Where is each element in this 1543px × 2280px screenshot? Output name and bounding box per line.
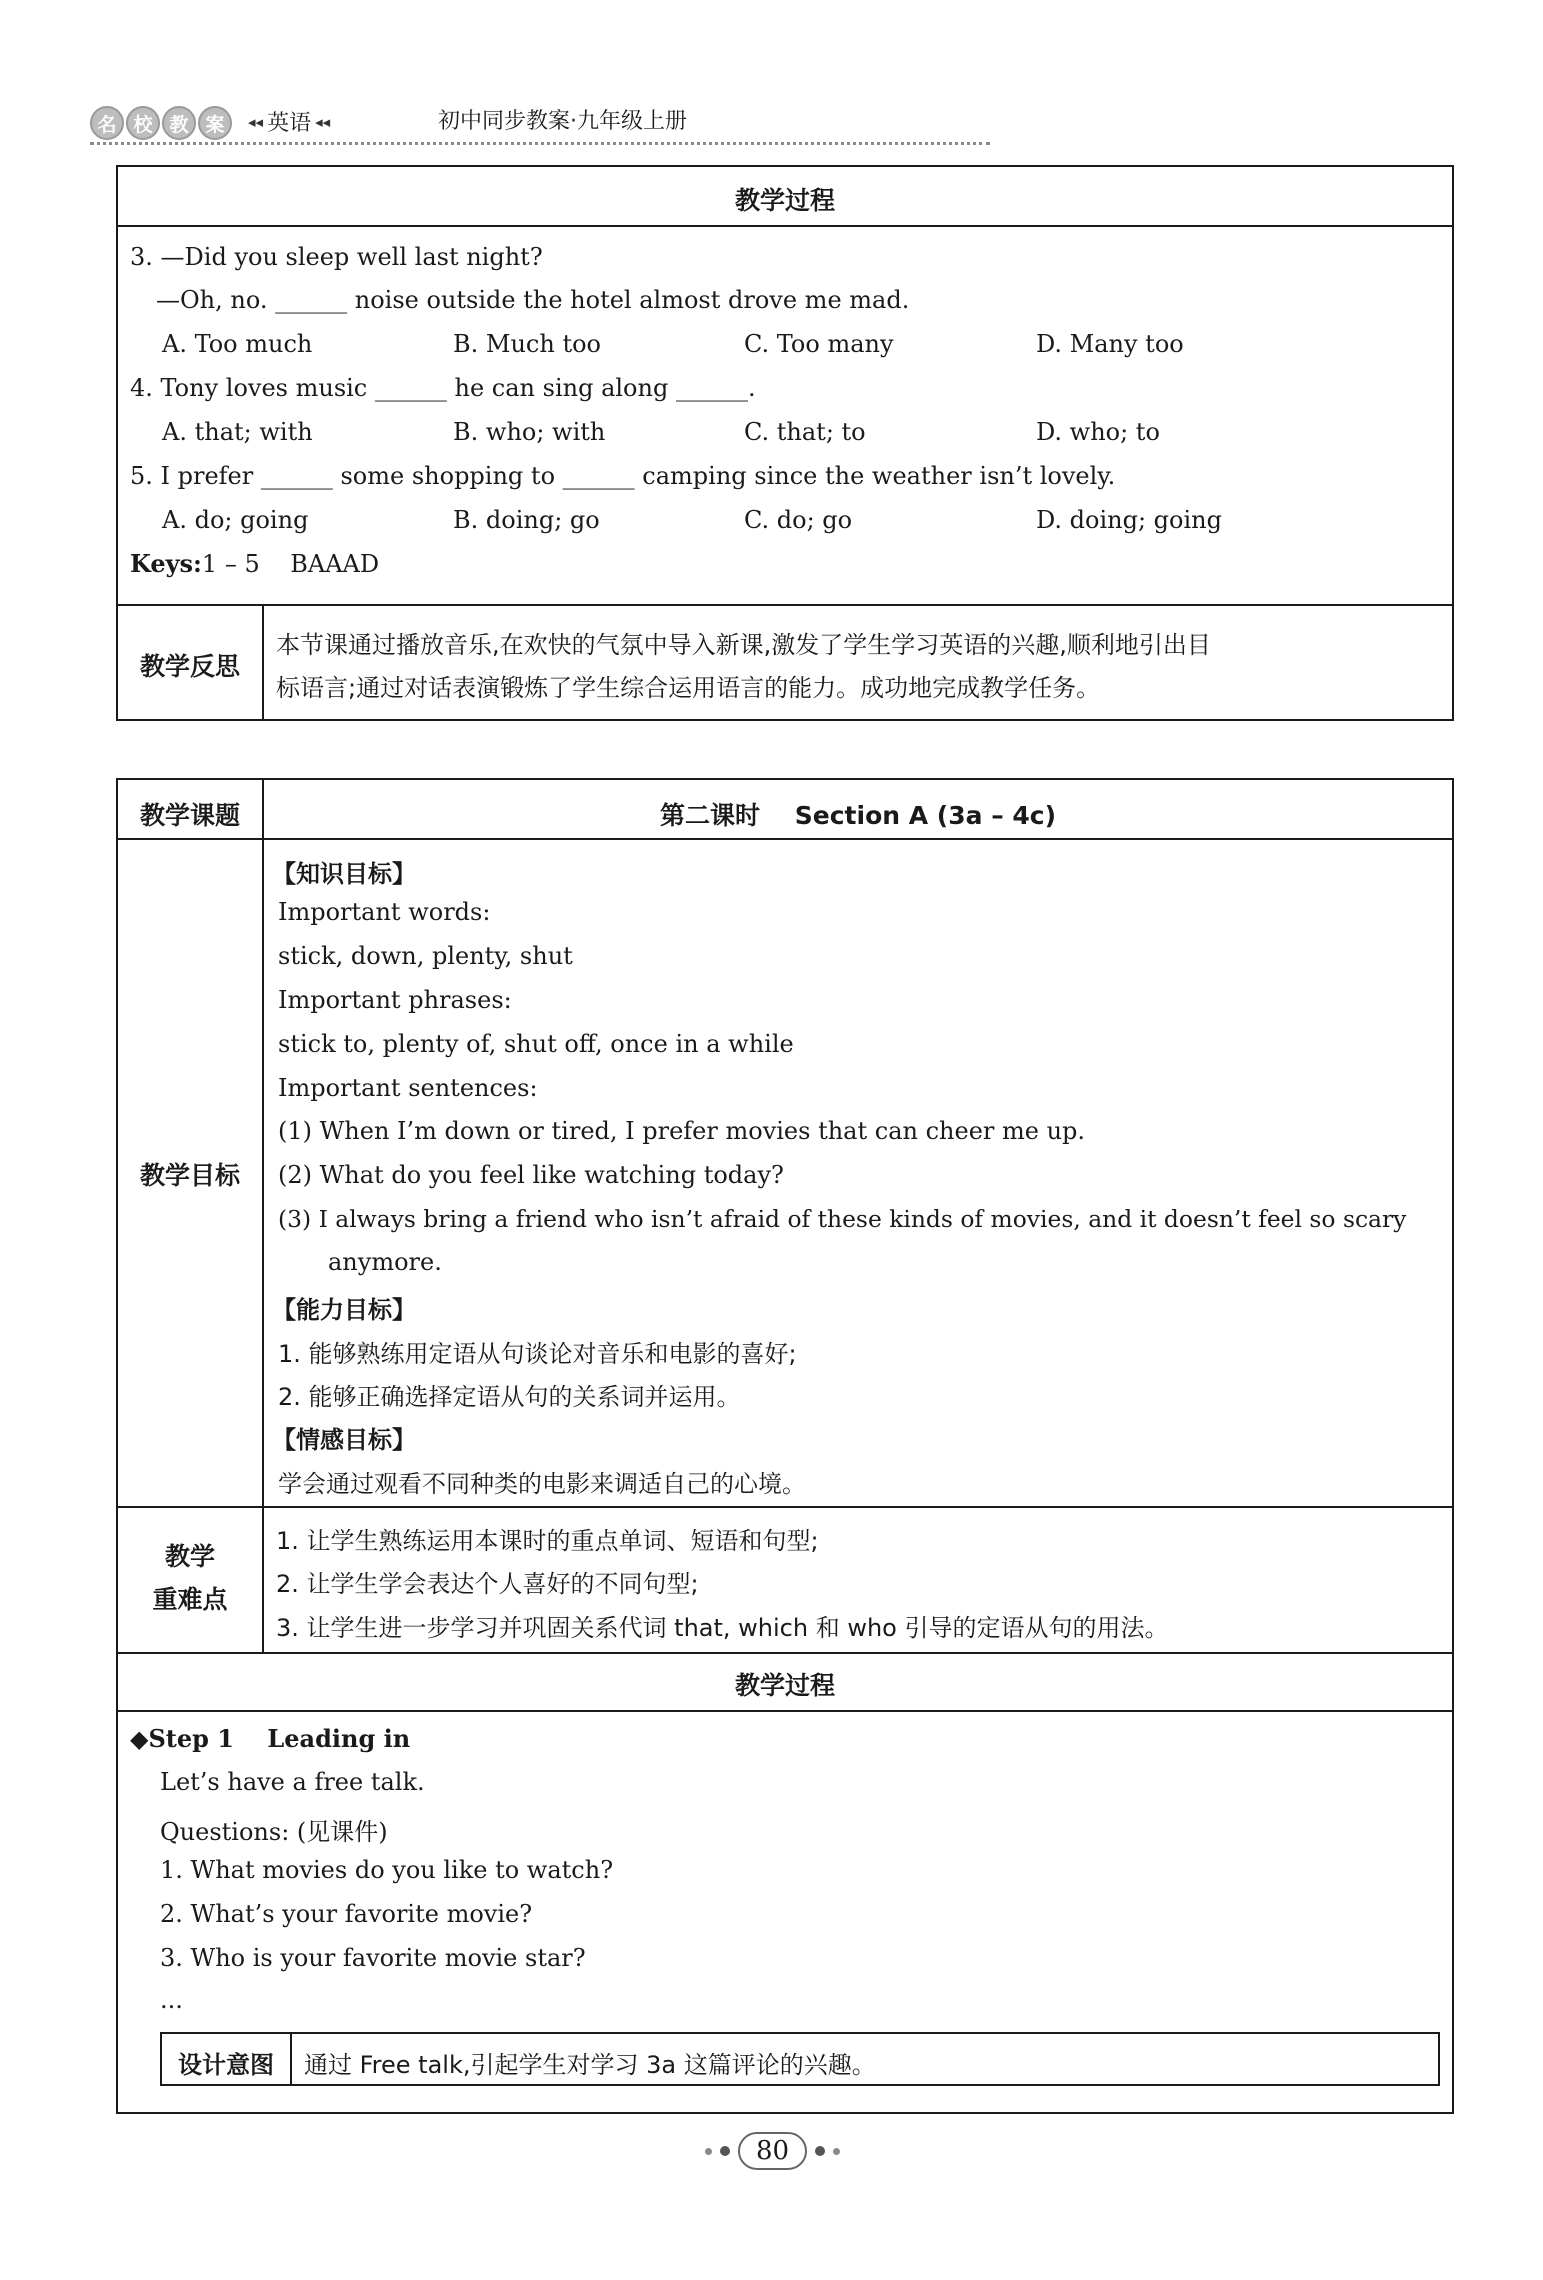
knowledge-heading: 【知识目标】 (272, 860, 416, 888)
ability-2: 2. 能够正确选择定语从句的关系词并运用。 (278, 1383, 741, 1411)
option: B. doing; go (453, 506, 600, 534)
double-chevron-left-icon: ◂◂ (315, 112, 331, 131)
design-intent-label: 设计意图 (178, 2051, 274, 2079)
sentences-label: Important sentences: (278, 1074, 538, 1102)
ellipsis: ... (160, 1986, 183, 2014)
page-number: 80 (738, 2132, 807, 2170)
option: B. Much too (453, 330, 601, 358)
topic-label: 教学课题 (139, 801, 240, 830)
design-intent-box (160, 2032, 1440, 2086)
phrases: stick to, plenty of, shut off, once in a while (278, 1030, 794, 1058)
option: C. that; to (744, 418, 866, 446)
reflection-line2: 标语言;通过对话表演锻炼了学生综合运用语言的能力。成功地完成教学任务。 (276, 674, 1101, 702)
keys-label: Keys: (130, 549, 202, 578)
emotion-heading: 【情感目标】 (272, 1426, 416, 1454)
option: A. Too much (162, 330, 313, 358)
logo-char: 教 (162, 106, 196, 140)
sentence-2: (2) What do you feel like watching today? (278, 1161, 784, 1189)
subject-label (248, 106, 330, 137)
topic-value: 第二课时 Section A (3a – 4c) (659, 801, 1057, 830)
option: B. who; with (453, 418, 606, 446)
logo-char: 名 (90, 106, 124, 140)
process-title: 教学过程 (734, 1671, 835, 1700)
logo-char: 案 (198, 106, 232, 140)
option: C. do; go (744, 506, 853, 534)
page-footer (705, 2132, 840, 2170)
option: A. that; with (162, 418, 313, 446)
sentence-1: (1) When I’m down or tired, I prefer movies that can cheer me up. (278, 1117, 1086, 1145)
option: D. doing; going (1036, 506, 1222, 534)
words: stick, down, plenty, shut (278, 942, 573, 970)
question-1: 1. What movies do you like to watch? (160, 1856, 614, 1884)
question-3: 3. Who is your favorite movie star? (160, 1944, 586, 1972)
free-talk: Let’s have a free talk. (160, 1768, 425, 1796)
header-divider (90, 142, 990, 145)
question-4-stem: 4. Tony loves music ______ he can sing along ______. (130, 374, 756, 402)
answer-keys (130, 549, 379, 578)
design-intent-text: 通过 Free talk,引起学生对学习 3a 这篇评论的兴趣。 (304, 2051, 876, 2079)
option: C. Too many (744, 330, 894, 358)
sentence-3-part2: anymore. (328, 1248, 442, 1276)
subject-text: 英语 (267, 111, 312, 136)
question-2: 2. What’s your favorite movie? (160, 1900, 533, 1928)
reflection-label: 教学反思 (139, 652, 240, 681)
step-1-title: ◆Step 1 Leading in (130, 1724, 411, 1753)
ability-1: 1. 能够熟练用定语从句谈论对音乐和电影的喜好; (278, 1340, 797, 1368)
section-title: 教学过程 (734, 186, 835, 215)
question-5-stem: 5. I prefer ______ some shopping to ______ camping since the weather isn’t lovely. (130, 462, 1116, 490)
logo-char: 校 (126, 106, 160, 140)
decor-dot (833, 2148, 840, 2155)
key-point-1: 1. 让学生熟练运用本课时的重点单词、短语和句型; (276, 1527, 819, 1555)
page-header (90, 100, 1010, 150)
phrases-label: Important phrases: (278, 986, 512, 1014)
question-3-stem: 3. —Did you sleep well last night? (130, 243, 543, 271)
keys-value: 1 – 5 BAAAD (201, 550, 380, 578)
sentence-3-part1: (3) I always bring a friend who isn’t afraid of these kinds of movies, and it doesn’t feel so scary (278, 1205, 1407, 1233)
decor-dot (815, 2146, 825, 2156)
decor-dot (720, 2146, 730, 2156)
emotion-1: 学会通过观看不同种类的电影来调适自己的心境。 (278, 1470, 806, 1498)
questions-label: Questions: (见课件) (160, 1818, 388, 1846)
key-point-3: 3. 让学生进一步学习并巩固关系代词 that, which 和 who 引导的定语从句的用法。 (276, 1614, 1169, 1642)
reflection-line1: 本节课通过播放音乐,在欢快的气氛中导入新课,激发了学生学习英语的兴趣,顺利地引出目 (276, 631, 1211, 659)
option: A. do; going (162, 506, 309, 534)
words-label: Important words: (278, 898, 491, 926)
book-title: 初中同步教案·九年级上册 (438, 109, 687, 134)
goals-label: 教学目标 (139, 1161, 240, 1190)
option: D. who; to (1036, 418, 1160, 446)
question-3-line2: —Oh, no. ______ noise outside the hotel almost drove me mad. (156, 286, 910, 314)
key-points-label-2: 重难点 (152, 1585, 228, 1614)
key-points-label-1: 教学 (164, 1542, 215, 1571)
lesson-plan-box-2 (116, 778, 1454, 2114)
ability-heading: 【能力目标】 (272, 1296, 416, 1324)
key-point-2: 2. 让学生学会表达个人喜好的不同句型; (276, 1570, 699, 1598)
process-box-1 (116, 165, 1454, 721)
double-chevron-left-icon: ◂◂ (248, 112, 264, 131)
series-logo (90, 106, 234, 140)
decor-dot (705, 2148, 712, 2155)
option: D. Many too (1036, 330, 1184, 358)
